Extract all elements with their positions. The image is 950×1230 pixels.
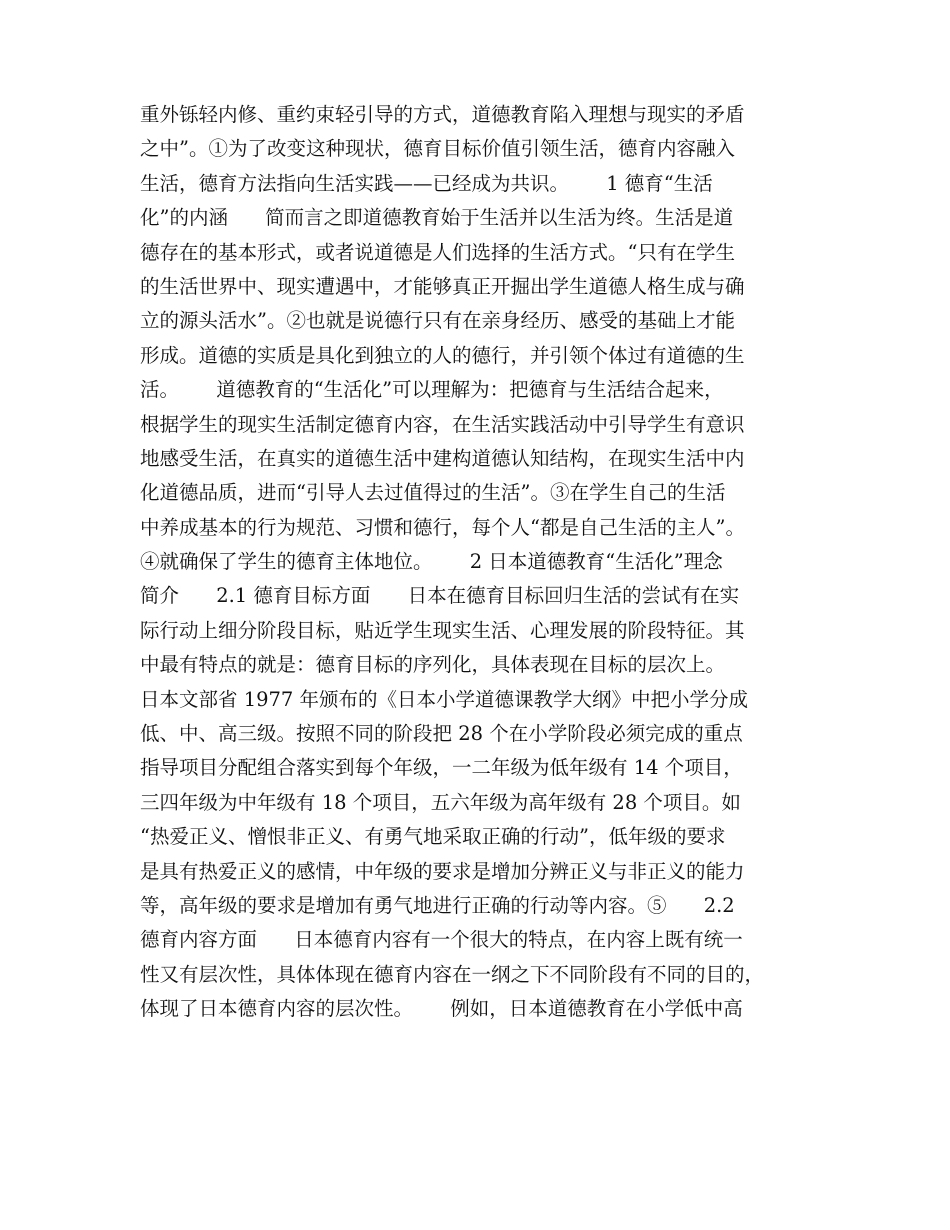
text-line: 是具有热爱正义的感情，中年级的要求是增加分辨正义与非正义的能力: [140, 859, 745, 883]
text-line: 三四年级为中年级有 18 个项目，五六年级为高年级有 28 个项目。如: [140, 790, 741, 814]
text-line: 低、中、高三级。按照不同的阶段把 28 个在小学阶段必须完成的重点: [140, 722, 743, 746]
text-line: 中最有特点的就是：德育目标的序列化，具体表现在目标的层次上。: [140, 653, 726, 677]
text-line: 德育内容方面 日本德育内容有一个很大的特点，在内容上既有统一: [140, 928, 743, 952]
text-line: 的生活世界中、现实遭遇中，才能够真正开掘出学生道德人格生成与确: [140, 274, 745, 298]
text-line: “热爱正义、憎恨非正义、有勇气地采取正确的行动”，低年级的要求: [140, 825, 726, 849]
text-line: 际行动上细分阶段目标，贴近学生现实生活、心理发展的阶段特征。其: [140, 618, 745, 642]
text-line: 之中”。①为了改变这种现状，德育目标价值引领生活，德育内容融入: [140, 137, 735, 161]
text-line: 化道德品质，进而“引导人去过值得过的生活”。③在学生自己的生活: [140, 481, 726, 505]
text-line: 简介 2.1 德育目标方面 日本在德育目标回归生活的尝试有在实: [140, 584, 740, 608]
text-line: 德存在的基本形式，或者说道德是人们选择的生活方式。“只有在学生: [140, 240, 735, 264]
text-line: 化”的内涵 简而言之即道德教育始于生活并以生活为终。生活是道: [140, 206, 734, 230]
text-line: 重外铄轻内修、重约束轻引导的方式，道德教育陷入理想与现实的矛盾: [140, 103, 745, 126]
text-line: 形成。道德的实质是具化到独立的人的德行，并引领个体过有道德的生: [140, 343, 745, 367]
text-line: 体现了日本德育内容的层次性。 例如，日本道德教育在小学低中高: [140, 997, 743, 1021]
text-line: 活。 道德教育的“生活化”可以理解为：把德育与生活结合起来，: [140, 378, 724, 402]
text-line: 日本文部省 1977 年颁布的《日本小学道德课教学大纲》中把小学分成: [140, 687, 749, 711]
text-line: 根据学生的现实生活制定德育内容，在生活实践活动中引导学生有意识: [140, 412, 745, 436]
text-line: 中养成基本的行为规范、习惯和德行，每个人“都是自己生活的主人”。: [140, 515, 745, 539]
text-line: 指导项目分配组合落实到每个年级，一二年级为低年级有 14 个项目，: [140, 756, 743, 780]
text-line: ④就确保了学生的德育主体地位。 2 日本道德教育“生活化”理念: [140, 550, 723, 574]
text-line: 地感受生活，在真实的道德生活中建构道德认知结构，在现实生活中内: [140, 446, 745, 470]
text-line: 立的源头活水”。②也就是说德行只有在亲身经历、感受的基础上才能: [140, 309, 735, 333]
body-text: [140, 98, 830, 1027]
text-line: 等，高年级的要求是增加有勇气地进行正确的行动等内容。⑤ 2.2: [140, 893, 735, 917]
text-line: 生活，德育方法指向生活实践——已经成为共识。 1 德育“生活: [140, 171, 713, 195]
text-line: 性又有层次性，具体体现在德育内容在一纲之下不同阶段有不同的目的，: [140, 962, 765, 986]
